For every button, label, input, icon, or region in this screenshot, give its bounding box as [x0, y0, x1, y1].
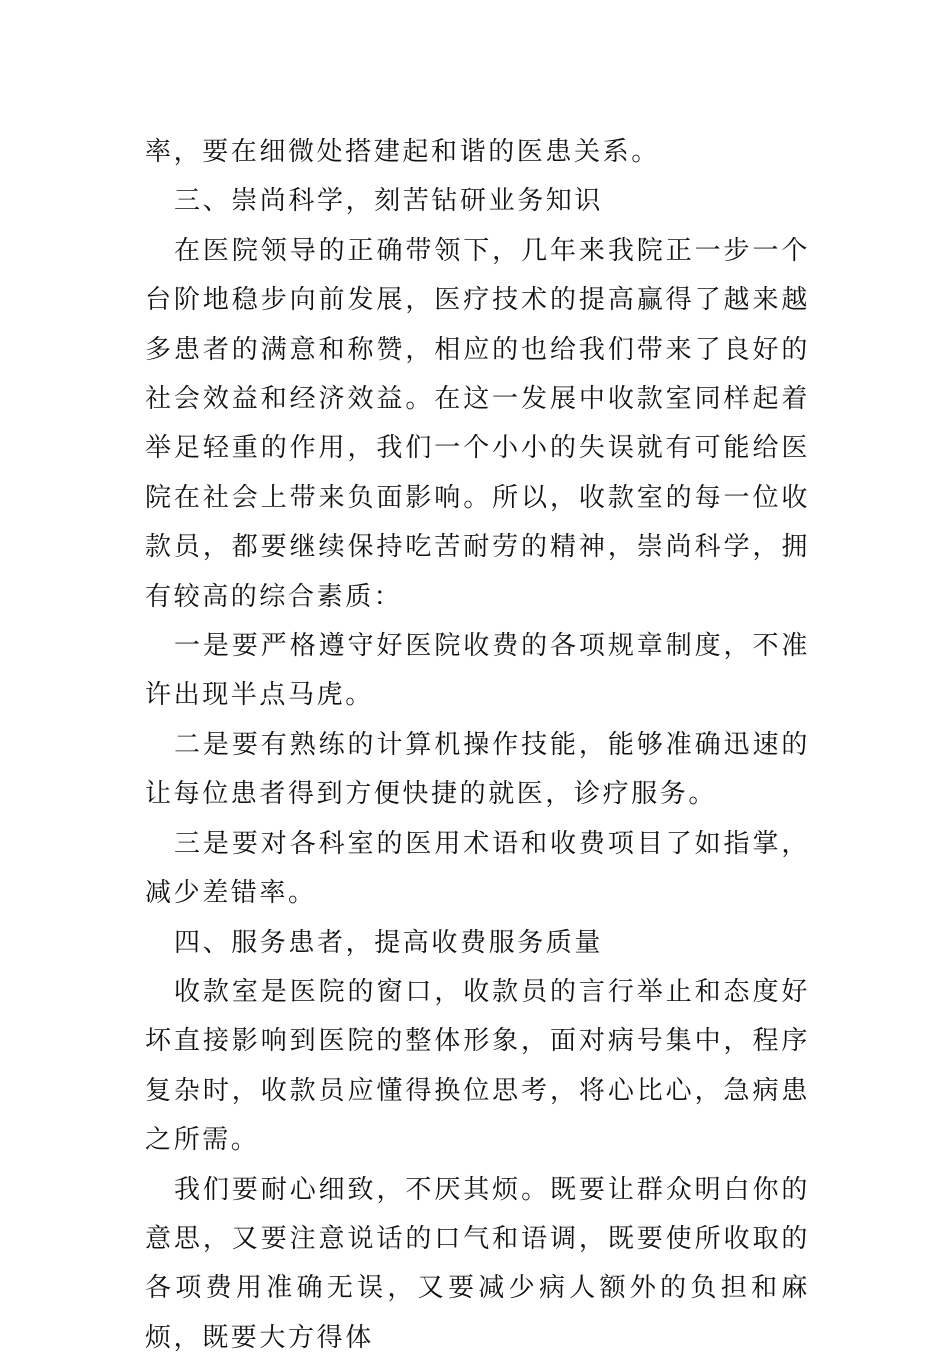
paragraph-window: 收款室是医院的窗口，收款员的言行举止和态度好坏直接影响到医院的整体形象，面对病号集中，程序复杂时，收款员应懂得换位思考，将心比心，急病患之所需。: [145, 976, 810, 1156]
document-body: [145, 128, 810, 1363]
paragraph-continuation: 率，要在细微处搭建起和谐的医患关系。: [145, 137, 660, 167]
paragraph-point-1: 一是要严格遵守好医院收费的各项规章制度，不准许出现半点马虎。: [145, 631, 810, 711]
section-heading-4: 四、服务患者，提高收费服务质量: [174, 927, 604, 958]
paragraph-patience: 我们要耐心细致，不厌其烦。既要让群众明白你的意思，又要注意说话的口气和语调，既要使所收取的各项费用准确无误，又要减少病人额外的负担和麻烦，既要大方得体: [145, 1174, 810, 1353]
section-heading-3: 三、崇尚科学，刻苦钻研业务知识: [174, 186, 604, 217]
paragraph-point-2: 二是要有熟练的计算机操作技能，能够准确迅速的让每位患者得到方便快捷的就医，诊疗服务。: [145, 729, 810, 810]
paragraph-point-3: 三是要对各科室的医用术语和收费项目了如指掌，减少差错率。: [145, 828, 810, 909]
paragraph-development: 在医院领导的正确带领下，几年来我院正一步一个台阶地稳步向前发展，医疗技术的提高赢得了越来越多患者的满意和称赞，相应的也给我们带来了良好的社会效益和经济效益。在这一发展中收款室同样起着举足轻重的作用，我们一个小小的失误就有可能给医院在社会上带来负面影响。所以，收款室的每一位收款员，都要继续保持吃苦耐劳的精神，崇尚科学，拥有较高的综合素质：: [145, 235, 810, 612]
